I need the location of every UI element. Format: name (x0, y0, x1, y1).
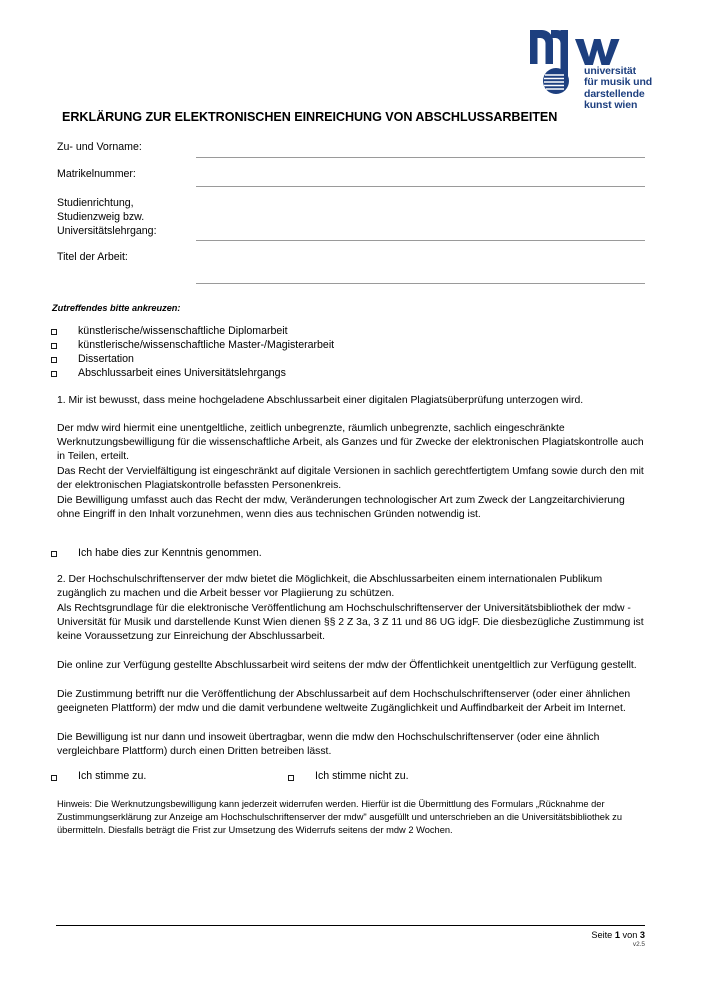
checkbox-master-thesis[interactable] (51, 343, 57, 349)
document-version: v2.5 (632, 941, 645, 948)
label-study-programme-line-3: Universitätslehrgang: (57, 225, 157, 237)
page-indicator-middle: von (619, 930, 640, 940)
section1-p4-text: Die Bewilligung umfasst auch das Recht der mdw, Veränderungen technologischer Art zum Zweck der Langzeitarchivierung ohne Eingriff in den Inhalt vorzunehmen, wenn dies aus technischen Gründen notwendig ist. (57, 495, 625, 521)
page-indicator-current: 1 (614, 930, 620, 940)
checkbox-label-agree: Ich stimme zu. (78, 770, 147, 782)
logo-tagline-line-2: für musik und (584, 76, 653, 89)
checkbox-label-dissertation: Dissertation (78, 353, 134, 365)
section1-paragraph-1 (57, 394, 649, 408)
section2-p4-text: Die Zustimmung betrifft nur die Veröffentlichung der Abschlussarbeit auf dem Hochschulschriftenserver (oder einer ähnlichen geeigneten Plattform) der mdw und die damit verbundene weltweite Zugänglichkeit und Auffindbarkeit der Arbeit im Internet. (57, 689, 631, 715)
section1-paragraph-2 (57, 422, 649, 465)
section1-p3-text: Das Recht der Vervielfältigung ist eingeschränkt auf digitale Versionen in sachlich gerechtfertigtem Umfang sowie durch den mit der elektronischen Plagiatskontrolle befassten Personenkreis. (57, 466, 644, 492)
label-study-programme-line-1: Studienrichtung, (57, 197, 134, 209)
checkbox-label-diploma-thesis: künstlerische/wissenschaftliche Diplomarbeit (78, 325, 288, 337)
section2-p3-text: Die online zur Verfügung gestellte Abschlussarbeit wird seitens der mdw der Öffentlichkeit unentgeltlich zur Verfügung gestellt. (57, 660, 637, 671)
input-matriculation-number[interactable] (196, 186, 645, 187)
page-indicator-prefix: Seite (591, 930, 615, 940)
checkbox-label-disagree: Ich stimme nicht zu. (315, 770, 409, 782)
section2-p1-text: 2. Der Hochschulschriftenserver der mdw bietet die Möglichkeit, die Abschlussarbeiten einem internationalen Publikum zugänglich zu machen und die Arbeit besser vor Plagiierung zu schützen. (57, 574, 603, 600)
checkbox-diploma-thesis[interactable] (51, 329, 57, 335)
revocation-note: Hinweis: Die Werknutzungsbewilligung kann jederzeit widerrufen werden. Hierfür ist die Übermittlung des Formulars „Rücknahme der Zustimmungserklärung zur Anzeige am Hochschulschriftenserver der mdw" ausgefüllt und unterschrieben an die Universitätsbibliothek zu übermitteln. Diesfalls beträgt die Frist zur Umsetzung des Widerrufs seitens der mdw 2 Wochen. (57, 799, 623, 836)
logo-tagline-line-4: kunst wien (584, 99, 638, 112)
input-study-programme[interactable] (196, 240, 645, 241)
section2-paragraph-4 (57, 688, 649, 716)
label-thesis-title: Titel der Arbeit: (57, 251, 128, 263)
checkbox-agree[interactable] (51, 775, 57, 781)
footer-divider (56, 925, 645, 926)
section2-p5-text: Die Bewilligung ist nur dann und insoweit übertragbar, wenn die mdw den Hochschulschriftenserver (oder eine ähnlich vergleichbare Plattform) durch einen Dritten betreiben lässt. (57, 732, 600, 758)
page-indicator (400, 930, 645, 940)
logo-tagline (584, 66, 688, 112)
logo-tagline-line-3: darstellende (584, 87, 645, 100)
section2-paragraph-3 (57, 659, 649, 673)
logo-tagline-line-1: universität (584, 65, 636, 77)
checkbox-label-university-course-thesis: Abschlussarbeit eines Universitätslehrgangs (78, 367, 286, 379)
section1-p2-text: Der mdw wird hiermit eine unentgeltliche, zeitlich unbegrenzte, räumlich unbegrenzte, sachlich eingeschränkte Werknutzungsbewilligung für die wissenschaftliche Arbeit, als Ganzes und für Zwecke der elektronischen Plagiatskontrolle auch in Teilen, erteilt. (57, 423, 644, 463)
section2-paragraph-5 (57, 731, 649, 759)
label-name: Zu- und Vorname: (57, 141, 142, 153)
page-indicator-total: 3 (639, 930, 645, 940)
checkbox-disagree[interactable] (288, 775, 294, 781)
section2-p2-text: Als Rechtsgrundlage für die elektronische Veröffentlichung am Hochschulschriftenserver der Universitätsbibliothek der mdw - Universität für Musik und darstellende Kunst Wien dienen §§ 2 Z 3a, 3 Z 11 und 86 UG idgF. Die diesbezügliche Zustimmung ist keine Voraussetzung zur Einreichung der Abschlussarbeit. (57, 603, 644, 643)
checkbox-label-master-thesis: künstlerische/wissenschaftliche Master-/Magisterarbeit (78, 339, 335, 351)
checkbox-acknowledge[interactable] (51, 551, 57, 557)
checkbox-university-course-thesis[interactable] (51, 371, 57, 377)
section2-paragraph-2 (57, 602, 649, 645)
label-study-programme-line-2: Studienzweig bzw. (57, 211, 145, 223)
section1-paragraph-3 (57, 465, 649, 493)
label-matriculation-number: Matrikelnummer: (57, 168, 136, 180)
checkbox-label-acknowledge: Ich habe dies zur Kenntnis genommen. (78, 547, 262, 559)
thesis-type-hint: Zutreffendes bitte ankreuzen: (52, 303, 181, 313)
input-name[interactable] (196, 157, 645, 158)
section1-paragraph-4 (57, 494, 649, 522)
checkbox-dissertation[interactable] (51, 357, 57, 363)
input-thesis-title[interactable] (196, 283, 645, 284)
section2-paragraph-1 (57, 573, 649, 601)
page-title: ERKLÄRUNG ZUR ELEKTRONISCHEN EINREICHUNG VON ABSCHLUSSARBEITEN (62, 110, 558, 124)
section1-p1-text: 1. Mir ist bewusst, dass meine hochgeladene Abschlussarbeit einer digitalen Plagiatsüberprüfung unterzogen wird. (57, 395, 584, 406)
